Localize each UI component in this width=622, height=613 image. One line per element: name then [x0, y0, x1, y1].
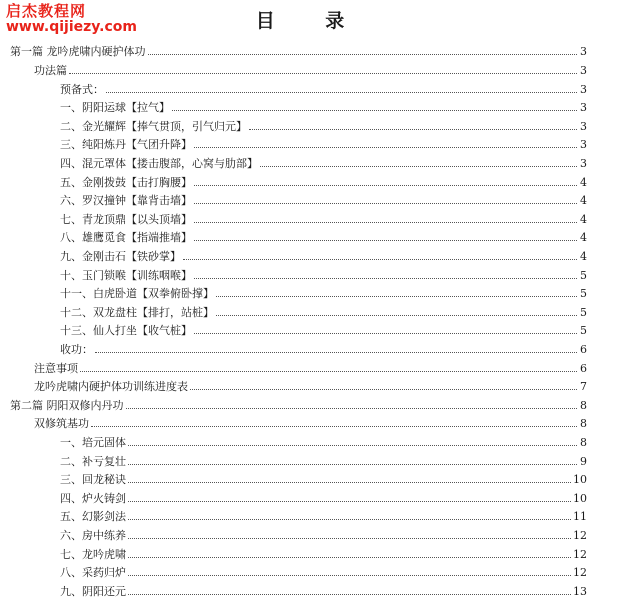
toc-entry-label: 八、采药归炉 [60, 566, 126, 580]
toc-dot-leader [80, 371, 577, 372]
toc-entry-page-number: 12 [573, 528, 587, 542]
toc-dot-leader [194, 147, 577, 148]
toc-entry[interactable] [60, 338, 587, 356]
toc-dot-leader [128, 464, 577, 465]
toc-entry-label: 一、阴阳运球【拉气】 [60, 101, 170, 115]
toc-dot-leader [172, 110, 577, 111]
toc-entry-page-number: 5 [580, 287, 587, 301]
toc-entry-page-number: 11 [573, 510, 587, 524]
toc-dot-leader [216, 296, 577, 297]
toc-dot-leader [194, 222, 577, 223]
toc-entry[interactable] [60, 524, 587, 542]
toc-dot-leader [128, 482, 571, 483]
toc-entry-page-number: 13 [573, 584, 587, 598]
toc-dot-leader [128, 445, 577, 446]
toc-entry-label: 六、房中练养 [60, 528, 126, 542]
toc-entry[interactable] [60, 282, 587, 300]
toc-entry-label: 十二、双龙盘柱【排打，站桩】 [60, 305, 214, 319]
toc-entry-label: 九、阴阳还元 [60, 584, 126, 598]
toc-entry-label: 五、金刚拨鼓【击打胸腰】 [60, 175, 192, 189]
toc-entry-label: 五、幻影剑法 [60, 510, 126, 524]
toc-entry[interactable] [60, 300, 587, 318]
toc-entry-page-number: 7 [580, 380, 587, 394]
toc-entry-page-number: 8 [580, 398, 587, 412]
toc-dot-leader [128, 594, 571, 595]
toc-entry[interactable] [34, 356, 587, 374]
toc-entry[interactable] [60, 431, 587, 449]
toc-entry-label: 六、罗汉撞钟【靠背击墙】 [60, 194, 192, 208]
toc-entry-label: 收功： [60, 342, 93, 356]
toc-entry[interactable] [60, 486, 587, 504]
toc-entry-label: 三、纯阳炼丹【气团升降】 [60, 138, 192, 152]
toc-dot-leader [216, 315, 577, 316]
toc-dot-leader [194, 278, 577, 279]
toc-entry-page-number: 3 [580, 156, 587, 170]
toc-entry[interactable] [60, 207, 587, 225]
toc-dot-leader [194, 333, 577, 334]
toc-entry[interactable] [60, 77, 587, 95]
toc-entry[interactable] [34, 412, 587, 430]
toc-entry[interactable] [60, 542, 587, 560]
toc-entry-label: 功法篇 [34, 63, 67, 77]
toc-entry-label: 四、炉火铸剑 [60, 491, 126, 505]
toc-dot-leader [128, 575, 571, 576]
toc-entry-label: 十三、仙人打坐【收气桩】 [60, 324, 192, 338]
toc-entry[interactable] [60, 505, 587, 523]
toc-entry-label: 三、回龙秘诀 [60, 473, 126, 487]
toc-entry-page-number: 5 [580, 305, 587, 319]
toc-entry[interactable] [60, 189, 587, 207]
toc-entry-page-number: 4 [580, 194, 587, 208]
toc-entry-page-number: 3 [580, 138, 587, 152]
toc-entry-page-number: 5 [580, 324, 587, 338]
toc-dot-leader [249, 129, 577, 130]
toc-dot-leader [194, 240, 577, 241]
toc-dot-leader [194, 203, 577, 204]
toc-entry-label: 七、龙吟虎啸 [60, 547, 126, 561]
toc-entry-page-number: 4 [580, 249, 587, 263]
toc-entry-page-number: 8 [580, 435, 587, 449]
toc-entry-label: 四、混元罩体【搂击腹部，心窝与肋部】 [60, 156, 258, 170]
toc-entry-label: 七、青龙顶鼎【以头顶墙】 [60, 212, 192, 226]
toc-entry-page-number: 3 [580, 119, 587, 133]
toc-dot-leader [260, 166, 577, 167]
toc-entry[interactable] [60, 449, 587, 467]
toc-entry-page-number: 9 [580, 454, 587, 468]
toc-entry-label: 注意事项 [34, 361, 78, 375]
toc-entry-page-number: 5 [580, 268, 587, 282]
toc-dot-leader [69, 73, 577, 74]
toc-entry-label: 二、金光耀辉【捧气贯顶，引气归元】 [60, 119, 247, 133]
toc-entry[interactable] [60, 152, 587, 170]
toc-entry-label: 双修筑基功 [34, 417, 89, 431]
toc-entry-label: 第二篇 阴阳双修内丹功 [10, 398, 124, 412]
toc-dot-leader [128, 538, 571, 539]
toc-entry[interactable] [10, 393, 587, 411]
toc-entry-page-number: 3 [580, 45, 587, 59]
toc-entry-page-number: 12 [573, 547, 587, 561]
toc-entry[interactable] [60, 319, 587, 337]
toc-dot-leader [95, 352, 577, 353]
toc-dot-leader [148, 54, 578, 55]
toc-entry-page-number: 6 [580, 361, 587, 375]
toc-entry-page-number: 12 [573, 566, 587, 580]
toc-entry[interactable] [60, 133, 587, 151]
toc-entry-label: 龙吟虎啸内硬护体功训练进度表 [34, 380, 188, 394]
toc-entry[interactable] [60, 468, 587, 486]
toc-dot-leader [128, 501, 571, 502]
toc-entry[interactable] [60, 170, 587, 188]
toc-entry-page-number: 6 [580, 342, 587, 356]
toc-entry[interactable] [60, 96, 587, 114]
toc-dot-leader [106, 92, 577, 93]
toc-entry-label: 一、培元固体 [60, 435, 126, 449]
watermark-logo [6, 4, 137, 34]
toc-entry-page-number: 4 [580, 212, 587, 226]
toc-entry-page-number: 4 [580, 231, 587, 245]
toc-dot-leader [91, 426, 577, 427]
toc-entry-label: 二、补亏复壮 [60, 454, 126, 468]
toc-dot-leader [128, 519, 571, 520]
toc-dot-leader [183, 259, 577, 260]
toc-entry[interactable] [10, 40, 587, 58]
watermark-url: www.qijiezy.com [6, 18, 137, 35]
toc-entry-label: 第一篇 龙吟虎啸内硬护体功 [10, 45, 146, 59]
toc-entry[interactable] [60, 263, 587, 281]
watermark-site-name: 启杰教程网 [6, 2, 87, 20]
toc-dot-leader [126, 408, 578, 409]
toc-entry-page-number: 10 [573, 491, 587, 505]
toc-entry[interactable] [60, 561, 587, 579]
toc-entry[interactable] [60, 245, 587, 263]
page-title: 目 录 [255, 10, 367, 32]
toc-entry[interactable] [34, 59, 587, 77]
toc-entry-page-number: 3 [580, 82, 587, 96]
toc-dot-leader [190, 389, 577, 390]
toc-entry-label: 十、玉门锁喉【训练咽喉】 [60, 268, 192, 282]
toc-entry-label: 九、金刚击石【铁砂掌】 [60, 249, 181, 263]
toc-entry-page-number: 3 [580, 101, 587, 115]
toc-entry-page-number: 3 [580, 63, 587, 77]
toc-entry[interactable] [60, 114, 587, 132]
toc-entry-label: 八、雄鹰觅食【指端推墙】 [60, 231, 192, 245]
toc-entry[interactable] [34, 375, 587, 393]
toc-entry[interactable] [60, 579, 587, 597]
toc-entry-page-number: 4 [580, 175, 587, 189]
toc-entry-page-number: 10 [573, 473, 587, 487]
toc-dot-leader [194, 185, 577, 186]
toc-entry[interactable] [60, 226, 587, 244]
toc-entry-label: 十一、白虎卧道【双拳俯卧撑】 [60, 287, 214, 301]
toc-dot-leader [128, 557, 571, 558]
toc-entry-page-number: 8 [580, 417, 587, 431]
toc-entry-label: 预备式： [60, 82, 104, 96]
